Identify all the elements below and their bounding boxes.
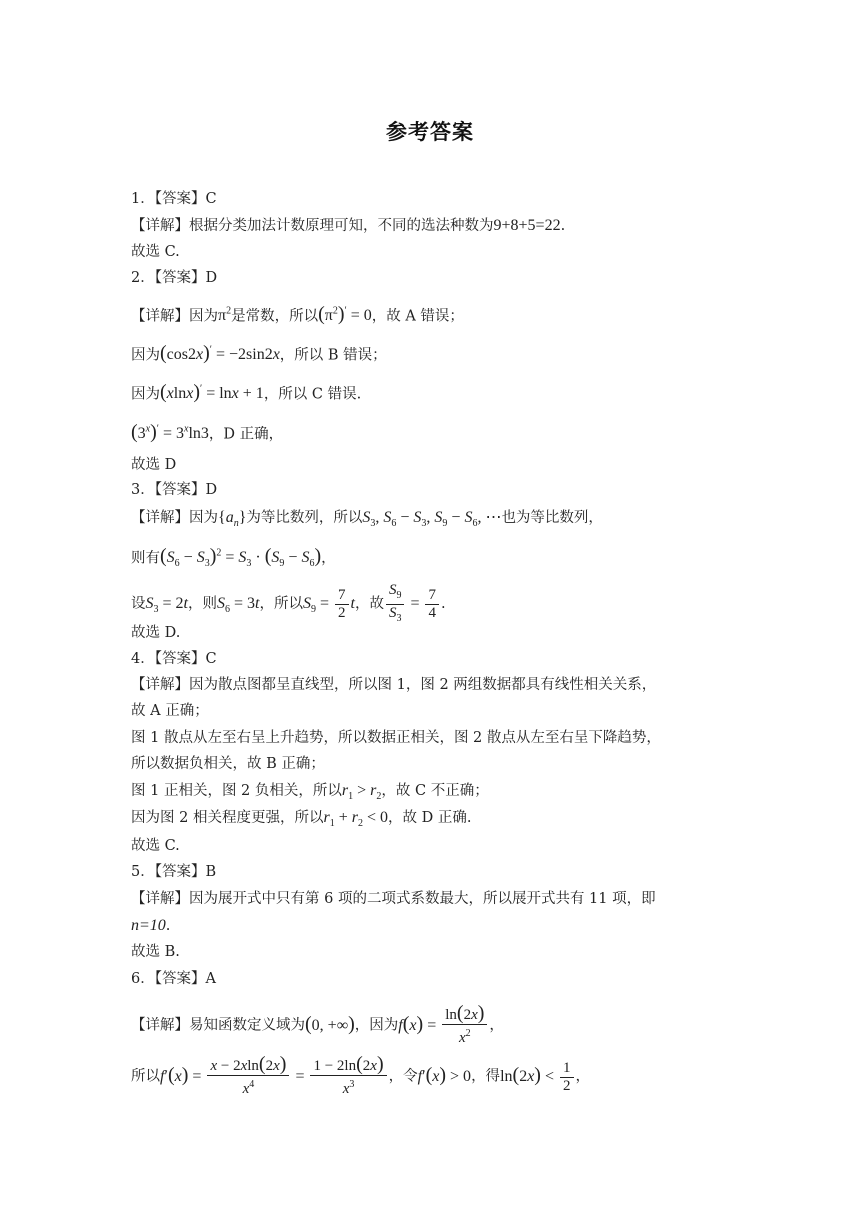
q2-formula-pi-squared: $\pi^2$	[218, 306, 232, 325]
q3-formula-s6: $S_6 = 3t$	[216, 595, 260, 616]
q4-detail-line4: 所以数据负相关，故 B 正确；	[131, 756, 325, 772]
q4-formula-r-sum: $r_1 + r_2 < 0$	[323, 809, 388, 830]
q6-formula-f: f(x) = $\frac{\ln(2x)}{x^2}$	[398, 1017, 489, 1034]
q3-detail-line3	[131, 582, 446, 627]
q3-text-j: .	[440, 596, 446, 613]
q3-formula-sums: $S_3$, $S_6 - S_3$, $S_9 - S_6$, ⋯	[362, 509, 502, 530]
q6-detail-line1	[131, 1002, 504, 1047]
q5-period: .	[165, 918, 171, 934]
q4-text-b: ，故 C 不正确；	[381, 783, 489, 799]
q5-conclusion: 故选 B.	[131, 944, 180, 960]
q6-answer: 6．【答案】A	[131, 971, 216, 987]
q3-formula-result: $\frac{S_9}{S_3}$ = $\frac{7}{4}$	[384, 595, 441, 612]
q2-detail-line2	[131, 341, 387, 365]
q2-text-e: ，所以 B 错误；	[279, 347, 387, 364]
q5-formula-n: n=10	[131, 917, 166, 934]
q3-text-f: 设	[131, 596, 146, 613]
q3-text-e: ，	[321, 550, 336, 567]
q2-formula-pi-derivative: $(\pi^2)' = 0$	[318, 303, 372, 326]
q6-formula-ineq: ln(2x) < $\frac{1}{2}$	[500, 1068, 575, 1085]
q3-formula-ratio: $(S_6 - S_3)^2 = S_3 \cdot (S_9 - S_6)$	[160, 545, 322, 570]
q6-formula-derivative: f′(x) = $\frac{x - 2xln(2x)}{x^4}$ = $\frac{1 - 2\ln(2x)}{x^3}$	[160, 1068, 389, 1085]
q4-text-a: 图 1 正相关，图 2 负相关，所以	[131, 783, 342, 799]
q6-text-d: 所以	[131, 1068, 160, 1085]
q6-text-f: ，得	[471, 1068, 501, 1085]
q2-formula-cos: (cos2x)′ = −2sin2x	[160, 342, 280, 365]
q2-detail-line1	[131, 302, 464, 326]
q1-answer: 1．【答案】C	[131, 191, 217, 207]
q4-text-c: 因为图 2 相关程度更强，所以	[131, 810, 324, 826]
q3-text-h: ，所以	[259, 596, 303, 613]
q6-formula-domain: (0, +∞)	[305, 1012, 355, 1035]
q3-detail-line1	[131, 508, 603, 534]
q3-formula-an: $\{a_n\}$	[218, 509, 247, 530]
q4-detail-line2: 故 A 正确；	[131, 703, 209, 719]
q5-detail-line2	[131, 916, 170, 936]
q1-period: .	[560, 218, 566, 234]
q2-formula-3x: $(3^x)' = 3^x\ln 3$	[131, 421, 209, 444]
q6-text-e: ，令	[388, 1068, 418, 1085]
q3-text-a: 【详解】因为	[131, 510, 218, 526]
q2-text-g: ，所以 C 错误.	[263, 386, 362, 403]
q2-text-a: 【详解】因为	[131, 308, 218, 325]
q1-detail	[131, 216, 565, 236]
q3-text-i: ，故	[354, 596, 384, 613]
q2-formula-xlnx: (xlnx)′ = lnx + 1	[160, 381, 264, 404]
q4-conclusion: 故选 C.	[131, 838, 180, 854]
q2-text-c: ，故 A 错误；	[371, 308, 464, 325]
q1-formula: 9+8+5=22	[493, 217, 561, 234]
q6-text-c: ，	[489, 1017, 504, 1034]
q4-formula-r1-gt-r2: $r_1 > r_2$	[341, 782, 382, 803]
q2-text-h: ，D 正确，	[208, 426, 284, 443]
q2-text-f: 因为	[131, 386, 160, 403]
q2-text-d: 因为	[131, 347, 160, 364]
q2-answer: 2．【答案】D	[131, 270, 218, 286]
q4-detail-line6	[131, 808, 471, 834]
q3-text-b: 为等比数列，所以	[246, 510, 363, 526]
q4-detail-line5	[131, 781, 489, 807]
q2-detail-line4	[131, 420, 283, 444]
q6-text-b: ，因为	[354, 1017, 399, 1034]
q3-text-d: 则有	[131, 550, 160, 567]
q4-answer: 4．【答案】C	[131, 651, 217, 667]
q2-detail-line3	[131, 380, 361, 404]
q5-answer: 5．【答案】B	[131, 864, 217, 880]
q2-conclusion: 故选 D	[131, 457, 177, 473]
q6-detail-line2	[131, 1053, 590, 1098]
q4-text-d: ，故 D 正确.	[387, 810, 472, 826]
q3-formula-s3: $S_3 = 2t$	[145, 595, 188, 616]
q3-answer: 3．【答案】D	[131, 482, 218, 498]
q3-formula-s9: $S_9$ = $\frac{7}{2}$ t	[302, 587, 355, 621]
q2-text-b: 是常数，所以	[231, 308, 319, 325]
q6-text-g: ，	[575, 1068, 590, 1085]
q1-conclusion: 故选 C.	[131, 244, 180, 260]
q3-text-g: ，则	[187, 596, 217, 613]
q1-detail-text: 【详解】根据分类加法计数原理可知，不同的选法种数为	[131, 218, 494, 234]
page-title: 参考答案	[386, 120, 474, 144]
q4-detail-line3: 图 1 散点从左至右呈上升趋势，所以数据正相关，图 2 散点从左至右呈下降趋势，	[131, 730, 661, 746]
q4-detail-line1: 【详解】因为散点图都呈直线型，所以图 1，图 2 两组数据都具有线性相关关系，	[131, 677, 657, 693]
q6-text-a: 【详解】易知函数定义域为	[131, 1017, 305, 1034]
q6-formula-positive: f′(x) > 0	[417, 1063, 472, 1086]
q3-conclusion: 故选 D.	[131, 625, 181, 641]
q3-text-c: 也为等比数列，	[501, 510, 603, 526]
q3-detail-line2	[131, 544, 336, 575]
q5-detail-line1: 【详解】因为展开式中只有第 6 项的二项式系数最大，所以展开式共有 11 项，即	[131, 891, 656, 907]
